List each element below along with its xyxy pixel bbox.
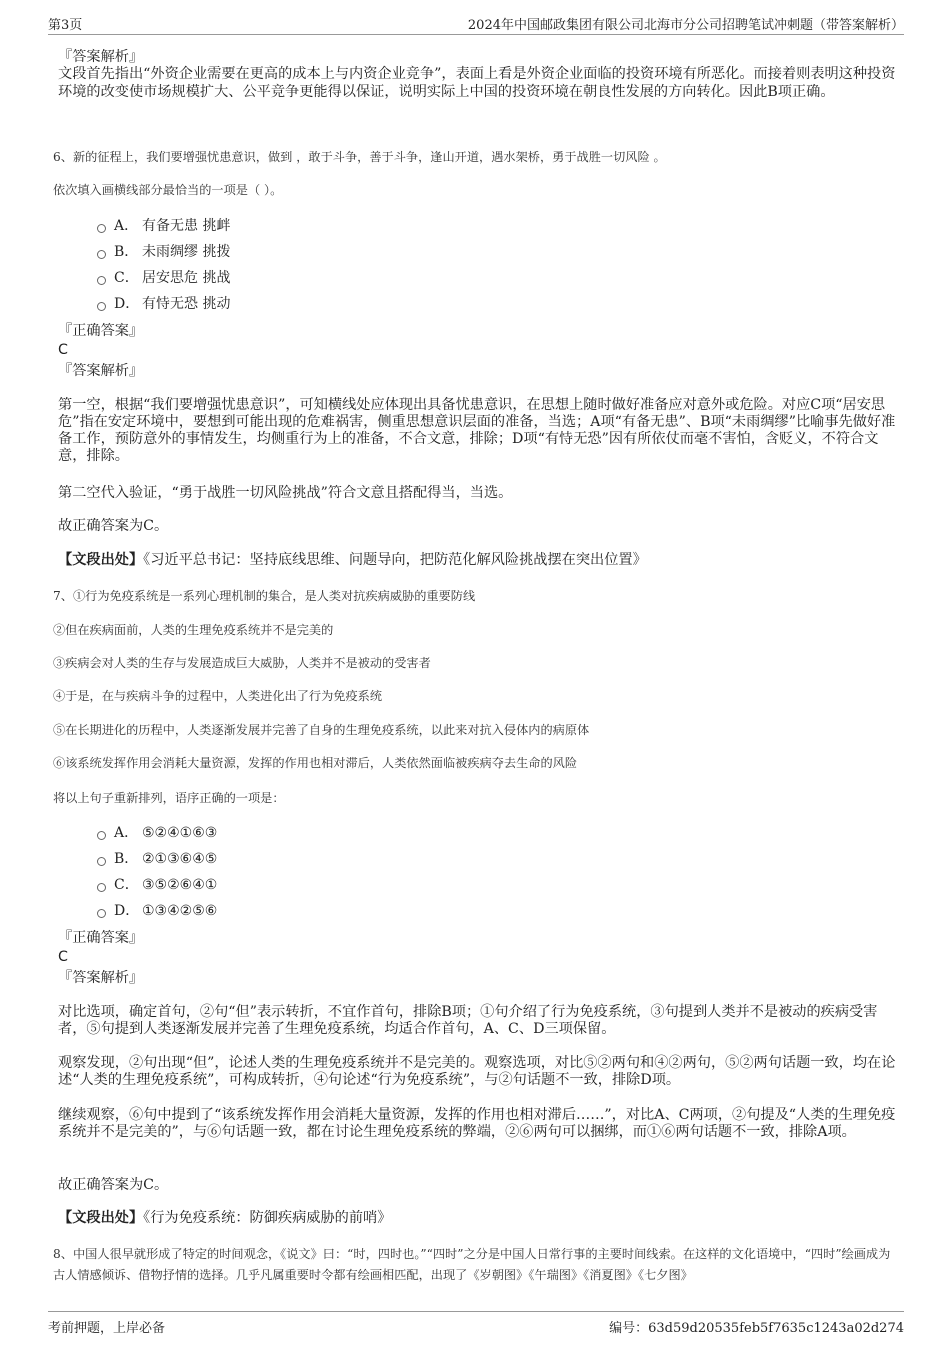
analysis-paragraph: 第二空代入验证，“勇于战胜一切风险挑战”符合文意且搭配得当，当选。 — [58, 485, 513, 501]
sentence-item: ⑤在长期进化的历程中，人类逐渐发展并完善了自身的生理免疫系统，以此来对抗入侵体内的病原体 — [53, 723, 590, 737]
radio-icon[interactable] — [97, 276, 106, 285]
radio-icon[interactable] — [97, 250, 106, 259]
question-7-stem: 7、①行为免疫系统是一系列心理机制的集合，是人类对抗疾病威胁的重要防线 — [53, 589, 476, 603]
source-label: 【文段出处】 — [58, 1210, 144, 1226]
sentence-item: ④于是，在与疾病斗争的过程中，人类进化出了行为免疫系统 — [53, 689, 383, 703]
question-7-instruction: 将以上句子重新排列，语序正确的一项是： — [53, 791, 285, 805]
footer-slogan: 考前押题，上岸必备 — [48, 1321, 166, 1336]
correct-answer: C — [58, 949, 68, 965]
analysis-paragraph: 对比选项，确定首句，②句“但”表示转折，不宜作首句，排除B项；①句介绍了行为免疫系统，③句提到人类并不是被动的疾病受害者，⑤句提到人类逐渐发展并完善了生理免疫系统，均适合作首句，A、C、D三项保留。 — [58, 1004, 878, 1037]
analysis-paragraph: 第一空，根据“我们要增强忧患意识”，可知横线处应体现出具备忧患意识，在思想上随时做好准备应对意外或危险。对应C项“居安思危”指在安定环境中，要想到可能出现的危难祸害，侧重思想意识层面的准备，当选；A项“有备无患”、B项“未雨绸缪”比喻事先做好准备工作，预防意外的事情发生，均侧重行为上的准备，不合文意，排除；D项“有恃无恐”因有所依仗而毫不害怕，含贬义，不符合文意，排除。 — [58, 397, 896, 464]
option-d[interactable]: D． ①③④②⑤⑥ — [97, 902, 217, 920]
document-title: 2024年中国邮政集团有限公司北海市分公司招聘笔试冲刺题（带答案解析） — [467, 18, 904, 33]
option-a[interactable]: A． 有备无患 挑衅 — [97, 217, 230, 235]
analysis-paragraph: 继续观察，⑥句中提到了“该系统发挥作用会消耗大量资源，发挥的作用也相对滞后……”，对比A、C两项，②句提及“人类的生理免疫系统并不是完美的”，与⑥句话题一致，都在讨论生理免疫系统的弊端，②⑥两句可以捆绑，而①⑥两句话题不一致，排除A项。 — [58, 1107, 896, 1140]
radio-icon[interactable] — [97, 224, 106, 233]
analysis-text: 文段首先指出“外资企业需要在更高的成本上与内资企业竞争”，表面上看是外资企业面临的投资环境有所恶化。而接着则表明这种投资环境的改变使市场规模扩大、公平竞争更能得以保证，说明实际上中国的投资环境在朝良性发展的方向转化。因此B项正确。 — [58, 66, 896, 100]
analysis-label: 『答案解析』 — [58, 49, 144, 65]
source-title: 《行为免疫系统：防御疾病威胁的前哨》 — [143, 1210, 392, 1226]
analysis-label: 『答案解析』 — [58, 363, 144, 379]
page-footer — [48, 1311, 904, 1336]
source-label: 【文段出处】 — [58, 552, 144, 568]
sentence-item: ③疾病会对人类的生存与发展造成巨大威胁，人类并不是被动的受害者 — [53, 656, 431, 670]
analysis-paragraph: 故正确答案为C。 — [58, 1177, 169, 1193]
radio-icon[interactable] — [97, 883, 106, 892]
radio-icon[interactable] — [97, 909, 106, 918]
option-b[interactable]: B． 未雨绸缪 挑拨 — [97, 243, 230, 261]
question-8-stem: 8、中国人很早就形成了特定的时间观念，《说文》曰：“时，四时也。”“四时”之分是中国人日常行事的主要时间线索。在这样的文化语境中，“四时”绘画成为古人情感倾诉、借物抒情的选择。几乎凡属重要时令都有绘画相匹配，出现了《岁朝图》《午瑞图》《消夏图》《七夕图》 — [53, 1247, 891, 1282]
analysis-label: 『答案解析』 — [58, 970, 144, 986]
analysis-paragraph: 观察发现，②句出现“但”，论述人类的生理免疫系统并不是完美的。观察选项，对比⑤②两句和④②两句，⑤②两句话题一致，均在论述“人类的生理免疫系统”，可构成转折，④句论述“行为免疫系统”，与②句话题不一致，排除D项。 — [58, 1055, 896, 1088]
radio-icon[interactable] — [97, 831, 106, 840]
sentence-item: ②但在疾病面前，人类的生理免疫系统并不是完美的 — [53, 623, 334, 637]
sentence-item: ⑥该系统发挥作用会消耗大量资源，发挥的作用也相对滞后，人类依然面临被疾病夺去生命的风险 — [53, 756, 578, 770]
question-6-stem: 6、新的征程上，我们要增强忧患意识，做到 ，敢于斗争，善于斗争，逢山开道，遇水架桥，勇于战胜一切风险 。 — [53, 150, 666, 164]
option-c[interactable]: C． ③⑤②⑥④① — [97, 876, 217, 894]
source-line — [58, 1210, 896, 1227]
source-title: 《习近平总书记：坚持底线思维、问题导向，把防范化解风险挑战摆在突出位置》 — [143, 552, 647, 568]
option-d[interactable]: D． 有恃无恐 挑动 — [97, 295, 230, 313]
source-line — [58, 552, 896, 569]
correct-answer-label: 『正确答案』 — [58, 323, 144, 339]
page-header — [48, 10, 904, 35]
option-c[interactable]: C． 居安思危 挑战 — [97, 269, 230, 287]
question-6-instruction: 依次填入画横线部分最恰当的一项是（ ）。 — [53, 183, 283, 197]
correct-answer: C — [58, 342, 68, 358]
document-code: 编号：63d59d20535feb5f7635c1243a02d274 — [609, 1321, 904, 1336]
radio-icon[interactable] — [97, 302, 106, 311]
correct-answer-label: 『正确答案』 — [58, 930, 144, 946]
option-b[interactable]: B． ②①③⑥④⑤ — [97, 850, 217, 868]
radio-icon[interactable] — [97, 857, 106, 866]
page-number: 第3页 — [48, 18, 83, 33]
option-a[interactable]: A． ⑤②④①⑥③ — [97, 824, 217, 842]
analysis-paragraph: 故正确答案为C。 — [58, 518, 169, 534]
